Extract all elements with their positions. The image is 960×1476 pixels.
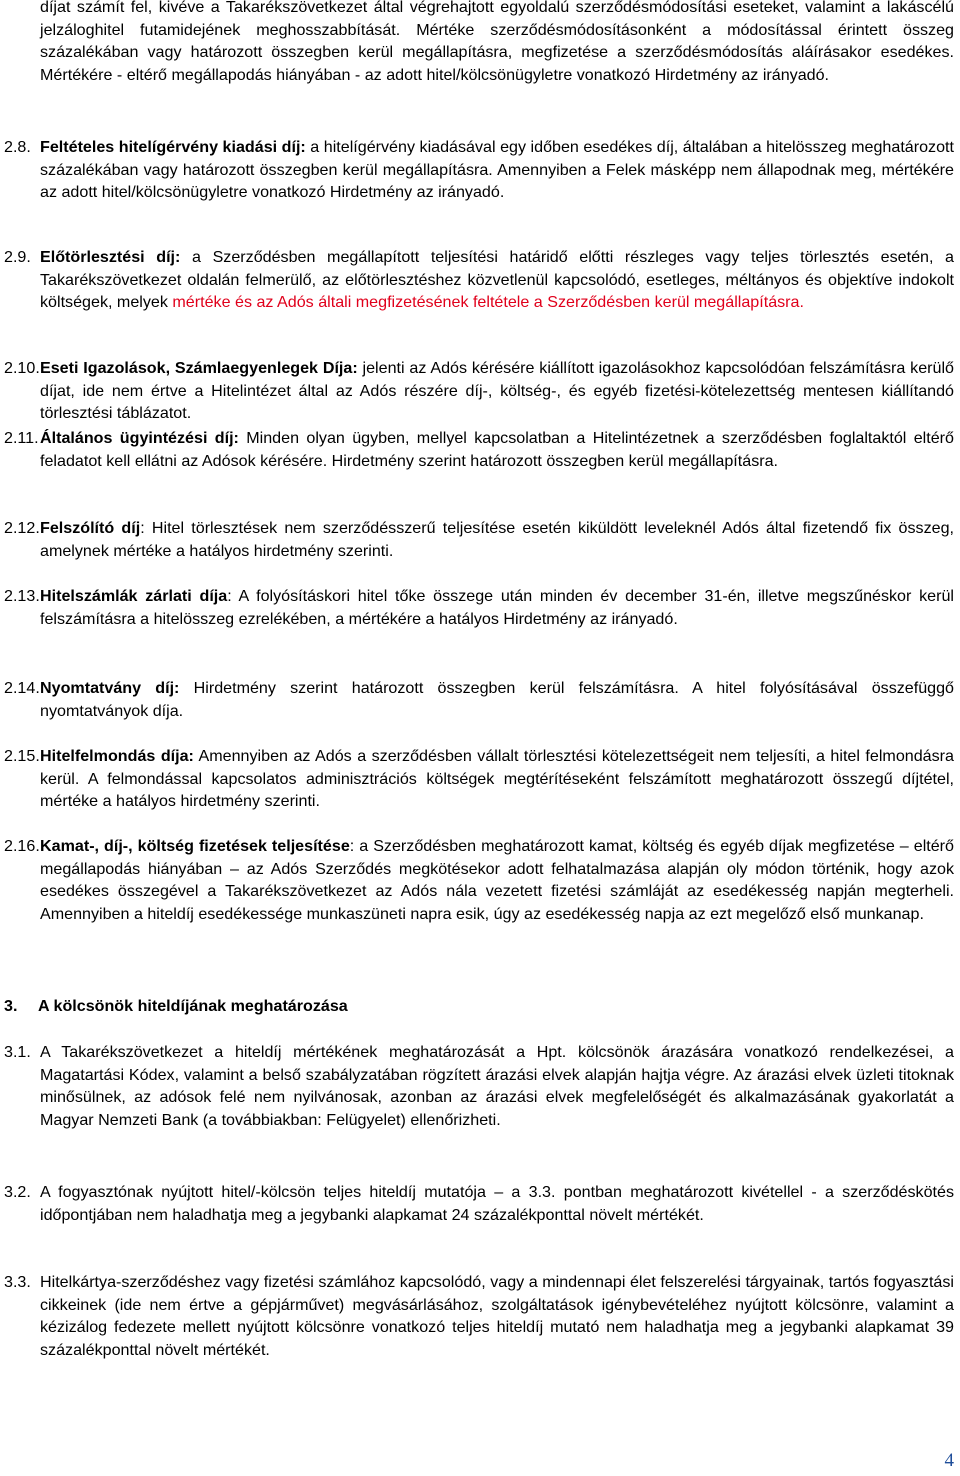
clause-title: Feltételes hitelígérvény kiadási díj: [40,138,306,156]
clause-2-15 [4,745,954,813]
clause-title: Előtörlesztési díj: [40,248,181,266]
clause-text: Amennyiben az Adós a szerződésben vállalt törlesztési kötelezettségeit nem teljesíti, a hitel felmondásra kerül. A felmondással kapcsolatos adminisztrációs költségek megtérítéseként felszámított meghatározott összegű díjtétel, mértéke a hatályos hirdetmény szerinti. [40,747,954,811]
clause-3-3 [4,1271,954,1362]
clause-number: 2.11. [4,429,39,447]
clause-title: Hitelfelmondás díja: [40,747,194,765]
clause-text: : A folyósításkori hitel tőke összege után minden év december 31-én, illetve megszűnéskor kerül felszámításra a hitelösszeg ezrelékében, a mértékére a hatályos Hirdetmény az irányadó. [40,587,954,628]
clause-text: jelenti az Adós kérésére kiállított igazolásokhoz kapcsolódóan felszámításra kerülő díjat, ide nem értve a Hitelintézet által az Adós részére díj-, költség-, és egyéb fizetési-kötelezettség mentesen kiállítandó törlesztési táblázatot. [40,359,954,423]
intro-paragraph: díjat számít fel, kivéve a Takarékszövetkezet által végrehajtott egyoldalú szerződésmódosítási eseteket, valamint a lakáscélú jelzáloghitel futamidejének meghosszabbítását. Mértéke szerződésmódosításonként a módosítással érintett összeg százalékában vagy határozott összegben kerül megállapításra, megfizetése a szerződésmódosítás aláírásakor esedékes. Mértékére - eltérő megállapodás hiányában - az adott hitel/kölcsönügyletre vonatkozó Hirdetmény az irányadó. [40,0,954,85]
clause-text: a Szerződésben megállapított teljesítési határidő előtti részleges vagy teljes törlesztés esetén, a Takarékszövetkezet oldalán felmerülő, az előtörlesztéshez közvetlenül kapcsolódó, esetleges, méltányos és objektíve indokolt költségek, melyek [40,248,955,312]
clause-highlight-text: mértéke és az Adós általi megfizetésének feltétele a Szerződésben kerül megállapításra. [172,293,804,312]
clause-3-1 [4,1041,954,1132]
clause-text: : a Szerződésben meghatározott kamat, költség és egyéb díjak megfizetése – eltérő megállapodás hiányában – az Adós Szerződés megkötésekor adott felhatalmazása alapján oly módon történik, hogy azok esedékes összegével a Takarékszövetkezet az Adós nála vezetett fizetési számláját az esedékesség napján megterheli. Amennyiben a hiteldíj esedékessége munkaszüneti napra esik, úgy az esedékesség napja az ezt megelőző első munkanap. [40,837,954,924]
clause-title: Általános ügyintézési díj: [40,429,239,447]
clause-title: Nyomtatvány díj: [40,679,180,697]
clause-text: A Takarékszövetkezet a hiteldíj mértékének meghatározását a Hpt. kölcsönök árazására vonatkozó rendelkezései, a Magatartási Kódex, valamint a belső szabályzatában rögzített árazási elvek alapján hajtja végre. Az árazási elvek üzleti titoknak minősülnek, az adósok felé nem nyilvánosak, azonban az árazási elvek megfelelőségét és alkalmazásának gyakorlatát a Magyar Nemzeti Bank (a továbbiakban: Felügyelet) ellenőrizheti. [40,1043,954,1130]
section-heading [4,995,348,1018]
clause-title: Eseti Igazolások, Számlaegyenlegek Díja: [40,359,358,377]
clause-text: Hitelkártya-szerződéshez vagy fizetési számlához kapcsolódó, vagy a mindennapi élet felszerelési tárgyainak, tartós fogyasztási cikkeinek (ide nem értve a gépjárművet) megvásárlásához, szolgáltatások igénybevételéhez nyújtott kölcsönre, valamint a kézizálog fedezete mellett nyújtott kölcsönre vonatkozó teljes hiteldíj mutató nem haladhatja meg a jegybanki alapkamat 39 százalékponttal növelt mértékét. [40,1273,954,1360]
clause-2-8 [4,136,954,204]
clause-2-13 [4,585,954,630]
clause-number: 2.8. [4,138,31,156]
clause-text: A fogyasztónak nyújtott hitel/-kölcsön teljes hiteldíj mutatója – a 3.3. pontban meghatározott kivétellel - a szerződéskötés időpontjában nem haladhatja meg a jegybanki alapkamat 24 százalékponttal növelt mértékét. [40,1183,954,1224]
clause-number: 2.9. [4,248,31,266]
clause-title: Felszólító díj [40,519,141,537]
clause-number: 3.3. [4,1273,31,1291]
clause-2-10 [4,357,954,425]
clause-number: 2.15. [4,747,40,765]
clause-2-14 [4,677,954,722]
clause-number: 2.16. [4,837,40,855]
page-number: 4 [944,1450,954,1471]
clause-number: 2.12. [4,519,40,537]
clause-3-2 [4,1181,954,1226]
section-number: 3. [4,997,18,1015]
clause-number: 2.13. [4,587,40,605]
clause-2-9 [4,246,954,314]
clause-text: Minden olyan ügyben, mellyel kapcsolatban a Hitelintézetnek a szerződésben foglaltaktól eltérő feladatot kell ellátni az Adósok kérésére. Hirdetmény szerint határozott összegben kerül megállapításra. [40,429,954,470]
clause-text: : Hitel törlesztések nem szerződésszerű teljesítése esetén kiküldött leveleknél Adós által fizetendő fix összeg, amelynek mértéke a hatályos hirdetmény szerinti. [40,519,954,560]
clause-text: Hirdetmény szerint határozott összegben kerül felszámításra. A hitel folyósításával összefüggő nyomtatványok díja. [40,679,955,720]
clause-number: 2.14. [4,679,40,697]
section-title: A kölcsönök hiteldíjának meghatározása [38,997,348,1015]
clause-number: 2.10. [4,359,40,377]
clause-2-12 [4,517,954,562]
clause-number: 3.2. [4,1183,31,1201]
clause-text: a hitelígérvény kiadásával egy időben esedékes díj, általában a hitelösszeg meghatározott százalékában vagy határozott összegben kerül megállapításra. Amennyiben a Felek másképp nem állapodnak meg, mértékére az adott hitel/kölcsönügyletre vonatkozó Hirdetmény az irányadó. [40,138,954,202]
clause-title: Hitelszámlák zárlati díja [40,587,228,605]
clause-2-16 [4,835,954,926]
clause-title: Kamat-, díj-, költség fizetések teljesítése [40,837,350,855]
clause-number: 3.1. [4,1043,31,1061]
clause-2-11 [4,427,954,472]
